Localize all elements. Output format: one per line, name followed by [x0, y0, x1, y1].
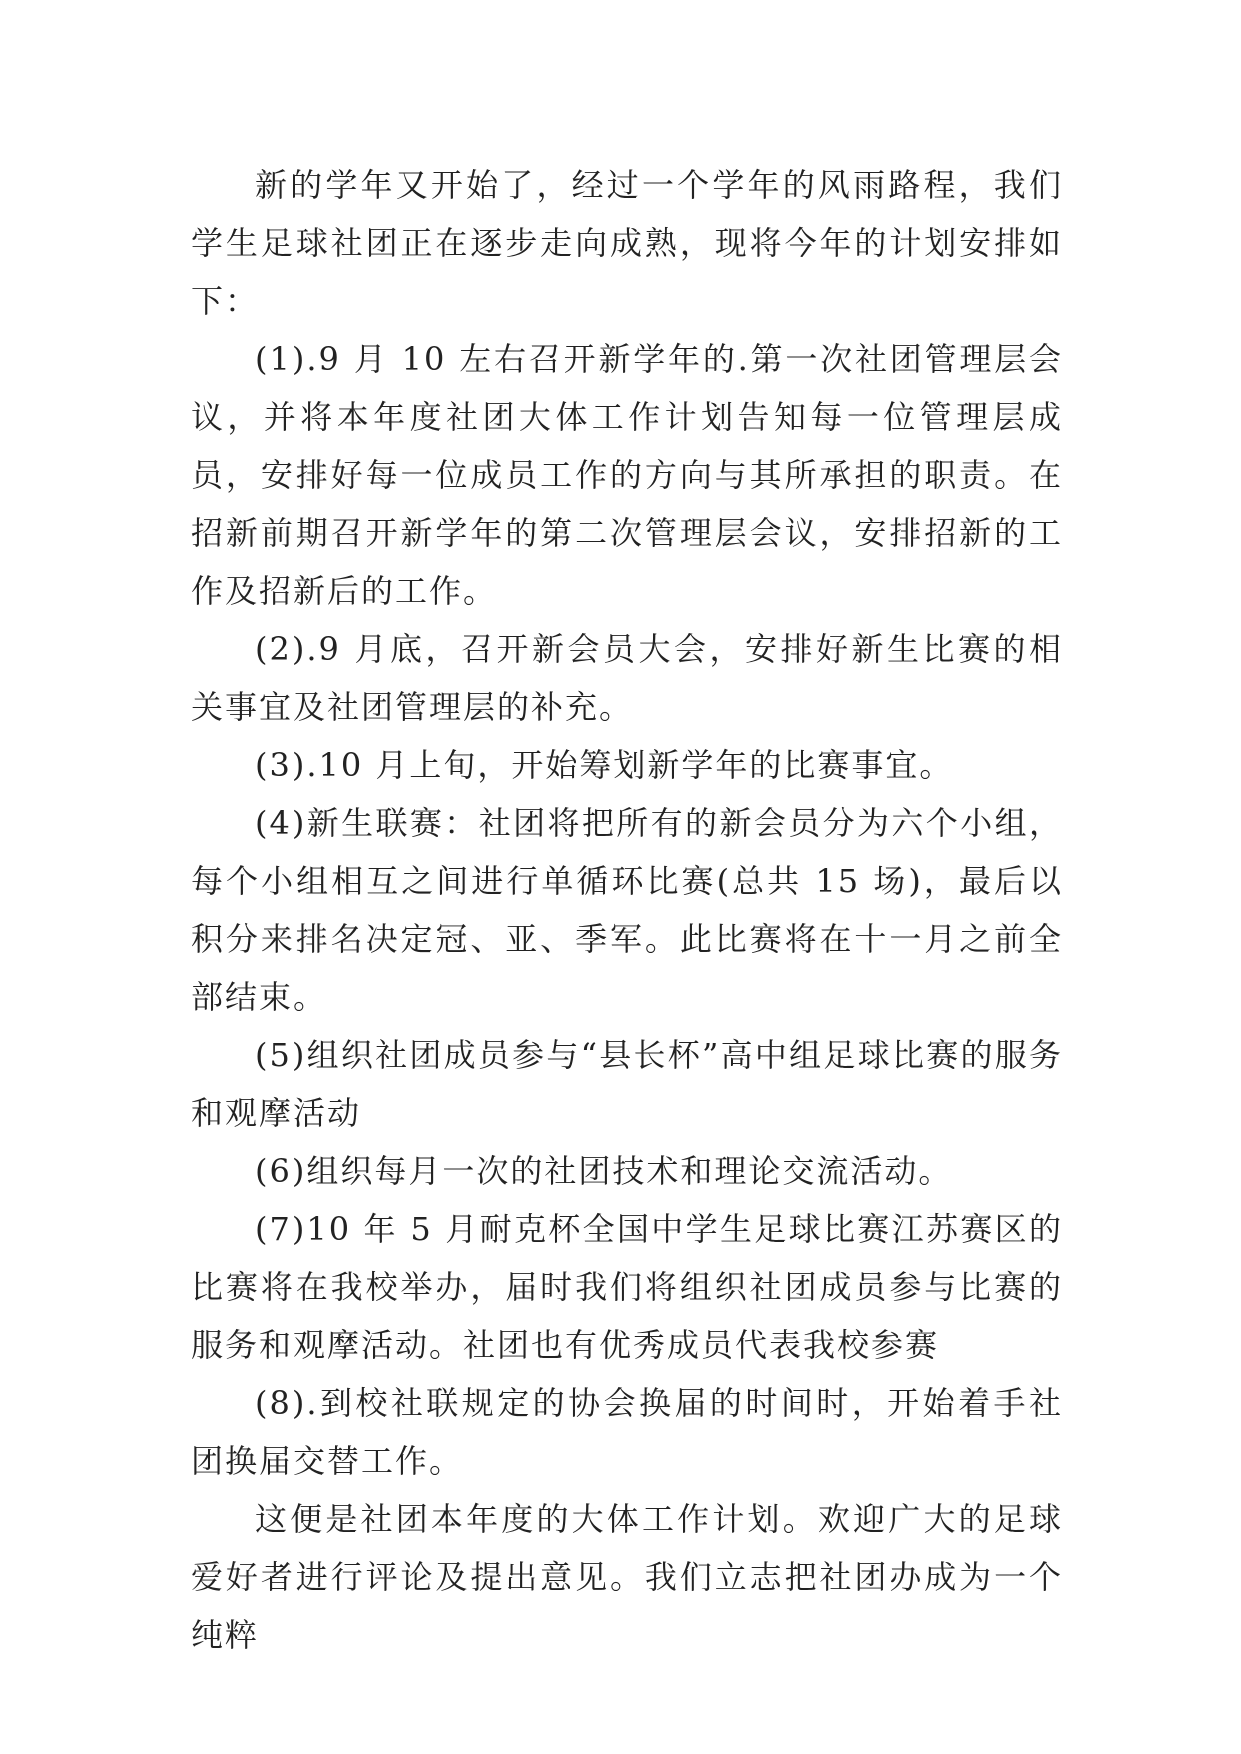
paragraph-item-6: (6)组织每月一次的社团技术和理论交流活动。 — [255, 1152, 953, 1190]
paragraph-item-1: (1).9 月 10 左右召开新学年的.第一次社团管理层会议，并将本年度社团大体工作计划告知每一位管理层成员，安排好每一位成员工作的方向与其所承担的职责。在招新前期召开新学年的第二次管理层会议，安排招新的工作及招新后的工作。 — [191, 340, 1063, 610]
paragraph-item-7: (7)10 年 5 月耐克杯全国中学生足球比赛江苏赛区的比赛将在我校举办，届时我们将组织社团成员参与比赛的服务和观摩活动。社团也有优秀成员代表我校参赛 — [191, 1210, 1063, 1364]
paragraph-item-4: (4)新生联赛：社团将把所有的新会员分为六个小组，每个小组相互之间进行单循环比赛(总共 15 场)，最后以积分来排名决定冠、亚、季军。此比赛将在十一月之前全部结束。 — [191, 804, 1063, 1016]
paragraph-intro: 新的学年又开始了，经过一个学年的风雨路程，我们学生足球社团正在逐步走向成熟，现将今年的计划安排如下： — [191, 166, 1063, 320]
paragraph-item-8: (8).到校社联规定的协会换届的时间时，开始着手社团换届交替工作。 — [191, 1384, 1063, 1480]
paragraph-item-5: (5)组织社团成员参与“县长杯”高中组足球比赛的服务和观摩活动 — [191, 1036, 1063, 1132]
paragraph-item-2: (2).9 月底，召开新会员大会，安排好新生比赛的相关事宜及社团管理层的补充。 — [191, 630, 1063, 726]
paragraph-item-3: (3).10 月上旬，开始筹划新学年的比赛事宜。 — [255, 746, 954, 784]
paragraph-closing: 这便是社团本年度的大体工作计划。欢迎广大的足球爱好者进行评论及提出意见。我们立志把社团办成为一个纯粹 — [191, 1500, 1063, 1654]
document-body — [191, 156, 1063, 1664]
